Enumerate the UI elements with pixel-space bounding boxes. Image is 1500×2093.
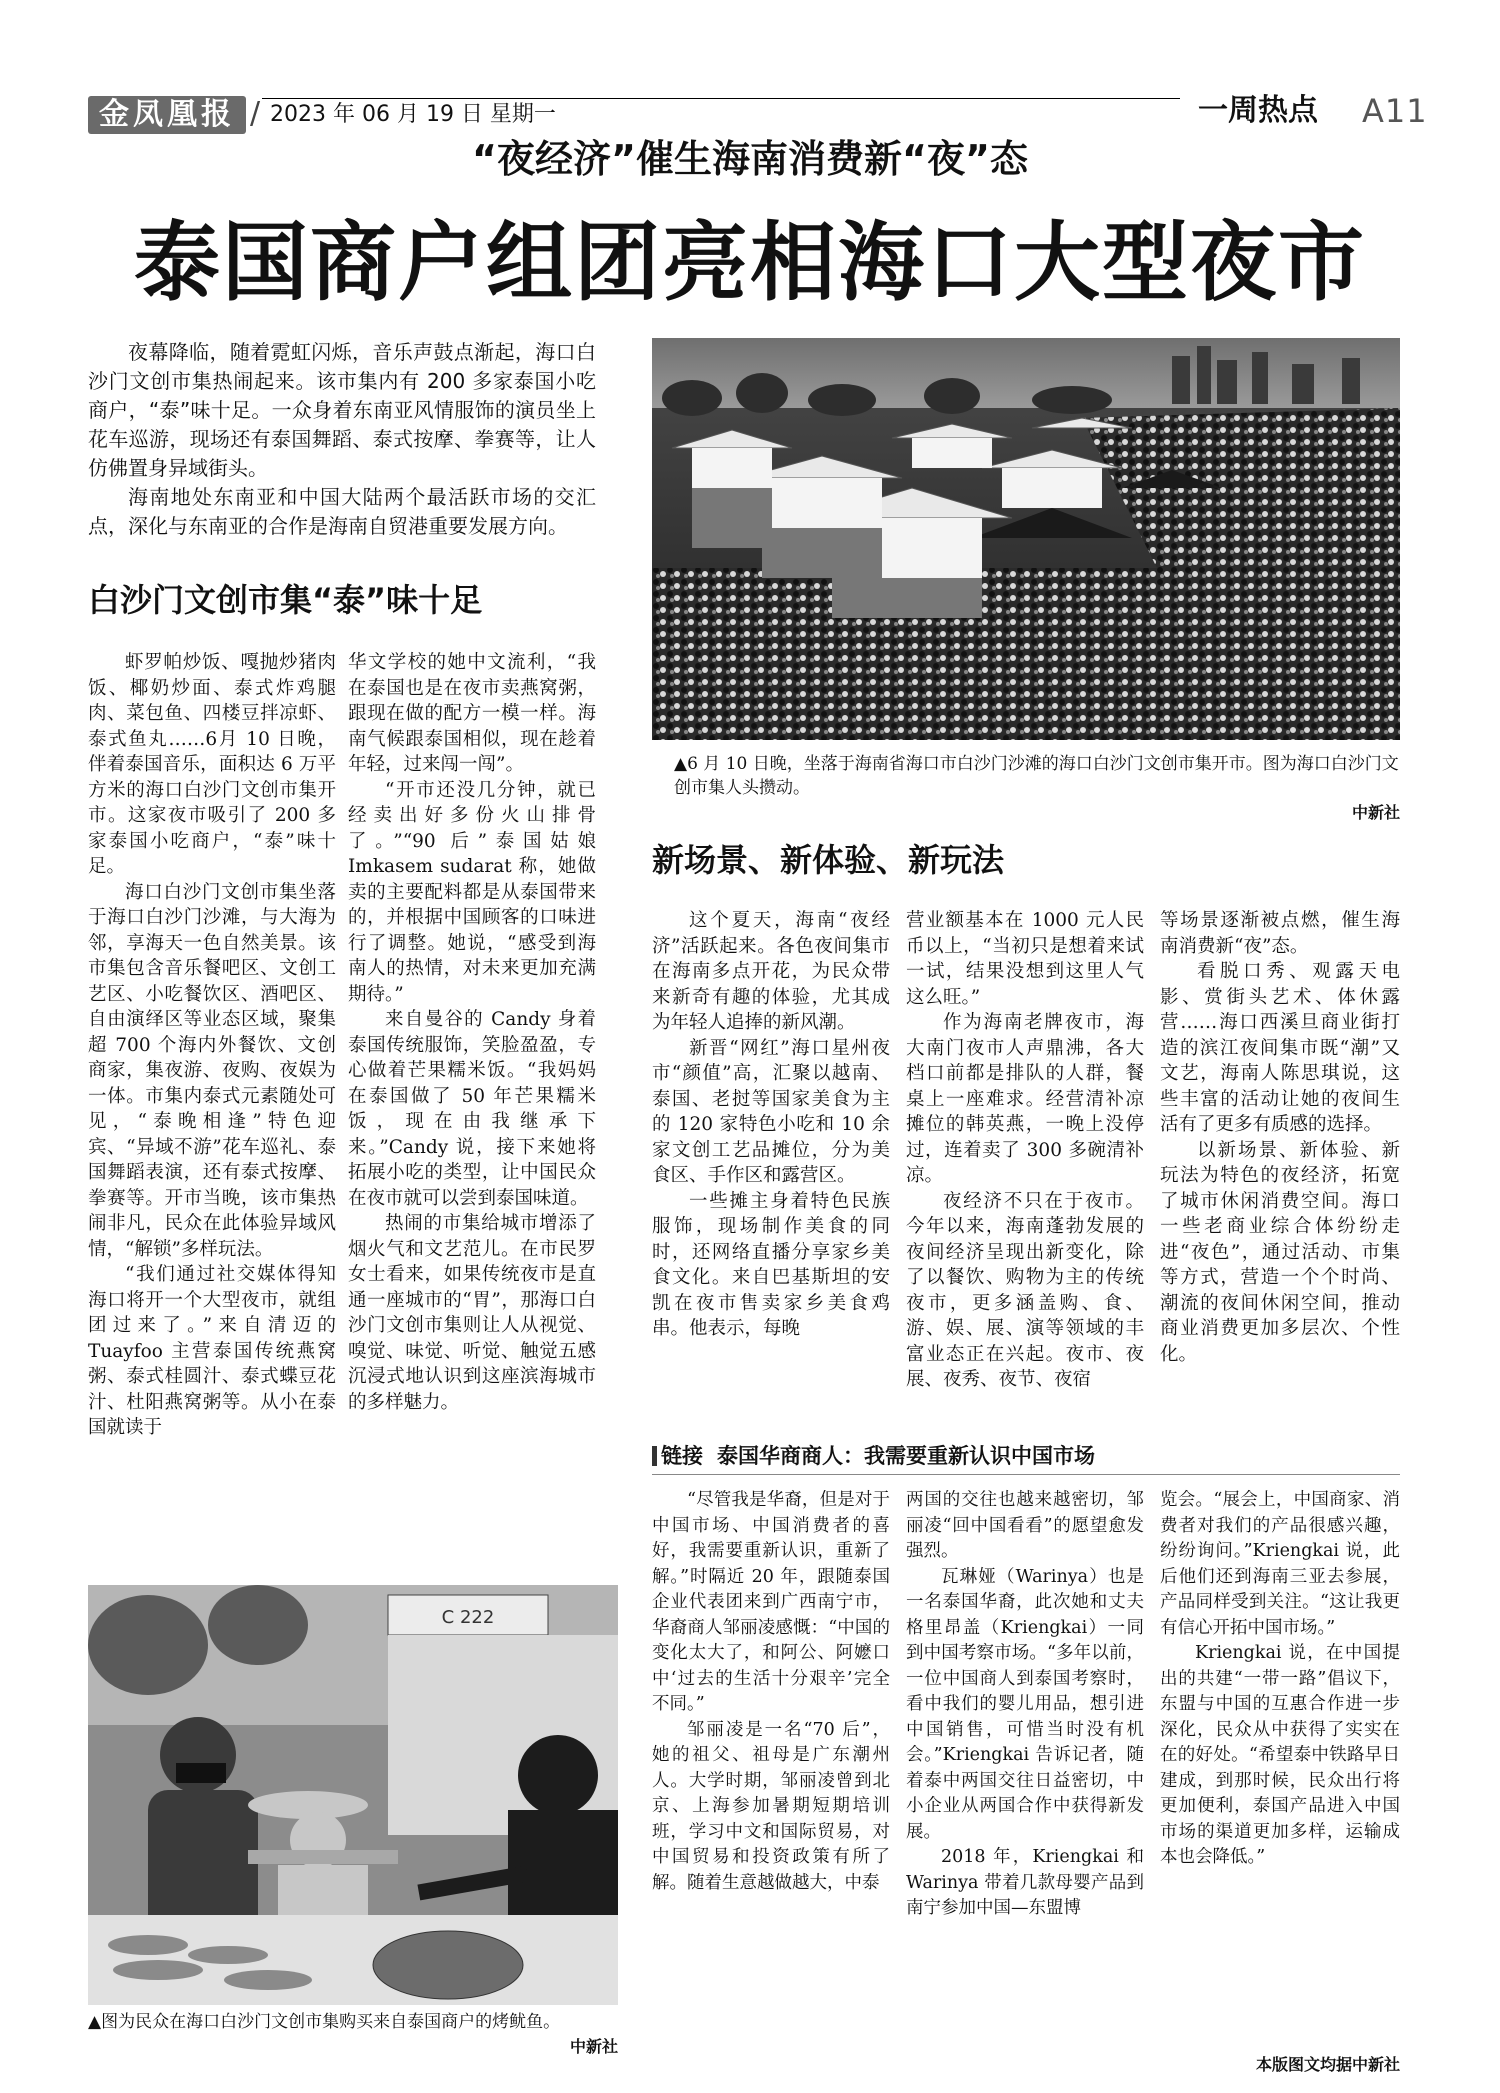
photo2-caption — [88, 2010, 618, 2057]
article-headline: 泰国商户组团亮相海口大型夜市 — [134, 213, 1366, 313]
body-paragraph: 虾罗帕炒饭、嘎抛炒猪肉饭、椰奶炒面、泰式炸鸡腿肉、菜包鱼、四楼豆拌凉虾、泰式鱼丸……6月 10 日晚，伴着泰国音乐，面积达 6 万平方米的海口白沙门文创市集开市。这家夜市吸引了 200 多家泰国小吃商户，“泰”味十足。 — [88, 652, 336, 877]
section2-heading: 新场景、新体验、新玩法 — [652, 841, 1005, 879]
header-rule — [262, 98, 1180, 99]
link-sidebar-header — [652, 1442, 1400, 1470]
body-paragraph: 新晋“网红”海口星州夜市“颜值”高，汇聚以越南、泰国、老挝等国家美食为主的 120 家特色小吃和 10 余家文创工艺品摊位，分为美食区、手作区和露营区。 — [652, 1037, 890, 1186]
section2-column-3 — [1160, 908, 1400, 1367]
newspaper-logo: 金凤凰报 — [88, 96, 246, 134]
body-paragraph: 等场景逐渐被点燃，催生海南消费新“夜”态。 — [1160, 910, 1400, 957]
body-paragraph: “尽管我是华裔，但是对于中国市场、中国消费者的喜好，我需要重新认识，重新了解。”时隔近 20 年，跟随泰国企业代表团来到广西南宁市，华裔商人邹丽凌感慨：“中国的变化太大了，和阿公、阿嬷口中‘过去的生活十分艰辛’完全不同。” — [652, 1490, 890, 1714]
section2-column-2 — [906, 908, 1144, 1393]
body-paragraph: 作为海南老牌夜市，海大南门夜市人声鼎沸，各大档口前都是排队的人群，餐桌上一座难求。经营清补凉摊位的韩英燕，一晚上没停过，连着卖了 300 多碗清补凉。 — [906, 1012, 1144, 1186]
body-paragraph: 看脱口秀、观露天电影、赏街头艺术、体休露营……海口西溪旦商业街打造的滨江夜间集市既“潮”又文艺，海南人陈思琪说，这些丰富的活动让她的夜间生活有了更多有质感的选择。 — [1160, 961, 1400, 1135]
squid-vendor-photo — [88, 1585, 618, 2005]
page-credit: 本版图文均据中新社 — [1255, 2055, 1400, 2074]
body-paragraph: 以新场景、新体验、新玩法为特色的夜经济，拓宽了城市休闲消费空间。海口一些老商业综合体纷纷走进“夜色”，通过活动、市集等方式，营造一个个时尚、潮流的夜间休闲空间，推动商业消费更加多层次、个性化。 — [1160, 1139, 1400, 1365]
body-paragraph: 览会。“展会上，中国商家、消费者对我们的产品很感兴趣，纷纷询问。”Kriengkai 说，此后他们还到海南三亚去参展，产品同样受到关注。“这让我更有信心开拓中国市场。” — [1160, 1490, 1400, 1638]
link-title: 泰国华商商人：我需要重新认识中国市场 — [717, 1444, 1095, 1468]
link-column-2 — [906, 1488, 1144, 1922]
body-paragraph: 一些摊主身着特色民族服饰，现场制作美食的同时，还网络直播分享家乡美食文化。来自巴基斯坦的安凯在夜市售卖家乡美食鸡串。他表示，每晚 — [652, 1190, 890, 1339]
squid-vendor-illustration — [88, 1585, 618, 2005]
body-paragraph: 夜经济不只在于夜市。今年以来，海南蓬勃发展的夜间经济呈现出新变化，除了以餐饮、购物为主的传统夜市，更多涵盖购、食、游、娱、展、演等领域的丰富业态正在兴起。夜市、夜展、夜秀、夜节、夜宿 — [906, 1190, 1144, 1390]
lead-paragraph: 海南地处东南亚和中国大陆两个最活跃市场的交汇点，深化与东南亚的合作是海南自贸港重要发展方向。 — [88, 485, 596, 538]
stall-sign: C 222 — [441, 1607, 495, 1628]
section1-heading: 白沙门文创市集“泰”味十足 — [88, 581, 483, 619]
masthead-divider: / — [250, 96, 261, 131]
body-paragraph: 营业额基本在 1000 元人民币以上，“当初只是想着来试一试，结果没想到这里人气这么旺。” — [906, 910, 1144, 1008]
body-paragraph: “我们通过社交媒体得知海口将开一个大型夜市，就组团过来了。”来自清迈的 Tuayfoo 主营泰国传统燕窝粥、泰式桂圆汁、泰式蝶豆花汁、杜阳燕窝粥等。从小在泰国就读于 — [88, 1264, 336, 1438]
body-paragraph: 华文学校的她中文流利，“我在泰国也是在夜市卖燕窝粥，跟现在做的配方一模一样。海南气候跟泰国相似，现在趁着年轻，过来闯一闯”。 — [348, 652, 596, 775]
photo2-credit: 中新社 — [569, 2037, 618, 2056]
lead-paragraphs — [88, 338, 596, 541]
body-paragraph: 这个夏天，海南“夜经济”活跃起来。各色夜间集市在海南多点开花，为民众带来新奇有趣的体验，尤其成为年轻人追捧的新风潮。 — [652, 910, 890, 1033]
body-paragraph: 邹丽凌是一名“70 后”，她的祖父、祖母是广东潮州人。大学时期，邹丽凌曾到北京、上海参加暑期短期培训班，学习中文和国际贸易，对中国贸易和投资政策有所了解。随着生意越做越大，中泰 — [652, 1719, 890, 1893]
body-paragraph: “开市还没几分钟，就已经卖出好多份火山排骨了。”“90 后”泰国姑娘 Imkasem sudarat 称，她做卖的主要配料都是从泰国带来的，并根据中国顾客的口味进行了调整。她说，“感受到海南人的热情，对未来更加充满期待。” — [348, 779, 596, 1005]
photo1-caption-text: ▲6 月 10 日晚，坐落于海南省海口市白沙门沙滩的海口白沙门文创市集开市。图为海口白沙门文创市集人头攒动。 — [674, 754, 1399, 798]
body-paragraph: 瓦琳娅（Warinya）也是一名泰国华裔，此次她和丈夫格里昂盖（Kriengkai）一同到中国考察市场。“多年以前，一位中国商人到泰国考察时，看中我们的婴儿用品，想引进中国销售，可惜当时没有机会。”Kriengkai 告诉记者，随着泰中两国交往日益密切，中小企业从两国合作中获得新发展。 — [906, 1566, 1144, 1842]
night-market-photo — [652, 338, 1400, 740]
section1-column-2 — [348, 650, 596, 1415]
link-marker — [652, 1446, 657, 1466]
section-label: 一周热点 — [1198, 93, 1318, 128]
issue-date: 2023 年 06 月 19 日 星期一 — [270, 102, 556, 127]
photo2-caption-text: ▲图为民众在海口白沙门文创市集购买来自泰国商户的烤鱿鱼。 — [88, 2012, 561, 2032]
lead-paragraph: 夜幕降临，随着霓虹闪烁，音乐声鼓点渐起，海口白沙门文创市集热闹起来。该市集内有 200 多家泰国小吃商户，“泰”味十足。一众身着东南亚风情服饰的演员坐上花车巡游，现场还有泰国舞蹈、泰式按摩、拳赛等，让人仿佛置身异域街头。 — [88, 340, 596, 480]
link-column-1 — [652, 1488, 890, 1896]
section1-column-1 — [88, 650, 336, 1441]
body-paragraph: 2018 年，Kriengkai 和 Warinya 带着几款母婴产品到南宁参加中国—东盟博 — [906, 1847, 1144, 1918]
page-number: A11 — [1362, 92, 1428, 130]
link-rule — [652, 1474, 1400, 1475]
body-paragraph: Kriengkai 说，在中国提出的共建“一带一路”倡议下，东盟与中国的互惠合作进一步深化，民众从中获得了实实在在的好处。“希望泰中铁路早日建成，到那时候，民众出行将更加便利，泰国产品进入中国市场的渠道更加多样，运输成本也会降低。” — [1160, 1643, 1400, 1867]
link-tag: 链接 — [661, 1444, 703, 1468]
photo1-caption — [674, 752, 1400, 823]
body-paragraph: 热闹的市集给城市增添了烟火气和文艺范儿。在市民罗女士看来，如果传统夜市是直通一座城市的“胃”，那海口白沙门文创市集则让人从视觉、嗅觉、味觉、听觉、触觉五感沉浸式地认识到这座滨海城市的多样魅力。 — [348, 1213, 596, 1413]
body-paragraph: 两国的交往也越来越密切，邹丽凌“回中国看看”的愿望愈发强烈。 — [906, 1490, 1144, 1561]
body-paragraph: 海口白沙门文创市集坐落于海口白沙门沙滩，与大海为邻，享海天一色自然美景。该市集包含音乐餐吧区、文创工艺区、小吃餐饮区、酒吧区、自由演绎区等业态区域，聚集超 700 个海内外餐饮、文创商家，集夜游、夜购、夜娱为一体。市集内泰式元素随处可见，“泰晚相逢”特色迎宾、“异域不游”花车巡礼、泰国舞蹈表演，还有泰式按摩、拳赛等。开市当晚，该市集热闹非凡，民众在此体验异域风情，“解锁”多样玩法。 — [88, 881, 336, 1260]
photo1-credit: 中新社 — [1351, 803, 1400, 822]
night-market-illustration — [652, 338, 1400, 740]
link-column-3 — [1160, 1488, 1400, 1871]
section2-column-1 — [652, 908, 890, 1342]
article-subtitle: “夜经济”催生海南消费新“夜”态 — [472, 137, 1028, 181]
body-paragraph: 来自曼谷的 Candy 身着泰国传统服饰，笑脸盈盈，专心做着芒果糯米饭。“我妈妈在泰国做了 50 年芒果糯米饭，现在由我继承下来。”Candy 说，接下来她将拓展小吃的类型，让中国民众在夜市就可以尝到泰国味道。 — [348, 1009, 596, 1209]
